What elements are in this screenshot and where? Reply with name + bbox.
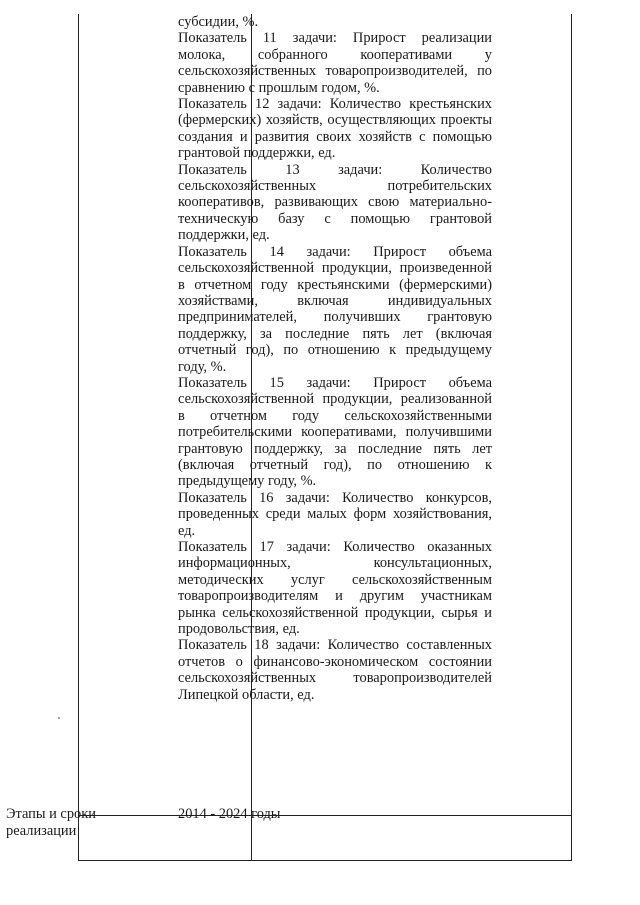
continued-text: субсидии, %. <box>178 14 259 30</box>
indicators-cell <box>178 14 492 703</box>
indicator-17: Показатель 17 задачи: Количество оказанных информационных, консультационных, методических услуг сельскохозяйственным товаропроизводителям и другим участникам рынка сельскохозяйственной продукции, сырья и продовольствия, ед. <box>178 539 492 638</box>
indicator-14: Показатель 14 задачи: Прирост объема сельскохозяйственной продукции, произведенной в отчетном году крестьянскими (фермерскими) хозяйствами, включая индивидуальных предпринимателей, получивших грантовую поддержку, за последние пять лет (включая отчетный год), по отношению к предыдущему году, %. <box>178 243 492 375</box>
indicator-18: Показатель 18 задачи: Количество составленных отчетов о финансово-экономическом состоянии сельскохозяйственных товаропроизводителей Липецкой области, ед. <box>178 637 492 703</box>
indicator-12: Показатель 12 задачи: Количество крестьянских (фермерских) хозяйств, осуществляющих проекты создания и развития своих хозяйств с помощью грантовой поддержки, ед. <box>178 96 492 162</box>
stages-label: Этапы и сроки реализации <box>6 806 96 839</box>
indicator-15: Показатель 15 задачи: Прирост объема сельскохозяйственной продукции, реализованной в отчетном году сельскохозяйственными потребительскими кооперативами, получившими грантовую поддержку, за последние пять лет (включая отчетный год), по отношению к предыдущему году, %. <box>178 374 492 490</box>
indicator-11: Показатель 11 задачи: Прирост реализации молока, собранного кооперативами у сельскохозяйственных товаропроизводителей, по сравнению с прошлым годом, %. <box>178 30 492 96</box>
stages-value: 2014 - 2024 годы <box>178 806 281 822</box>
indicator-13: Показатель 13 задачи: Количество сельскохозяйственных потребительских кооперативов, развивающих свою материально-техническую базу с помощью грантовой поддержки, ед. <box>178 161 492 244</box>
indicator-16: Показатель 16 задачи: Количество конкурсов, проведенных среди малых форм хозяйствования, ед. <box>178 489 492 539</box>
scan-speck <box>58 717 60 719</box>
